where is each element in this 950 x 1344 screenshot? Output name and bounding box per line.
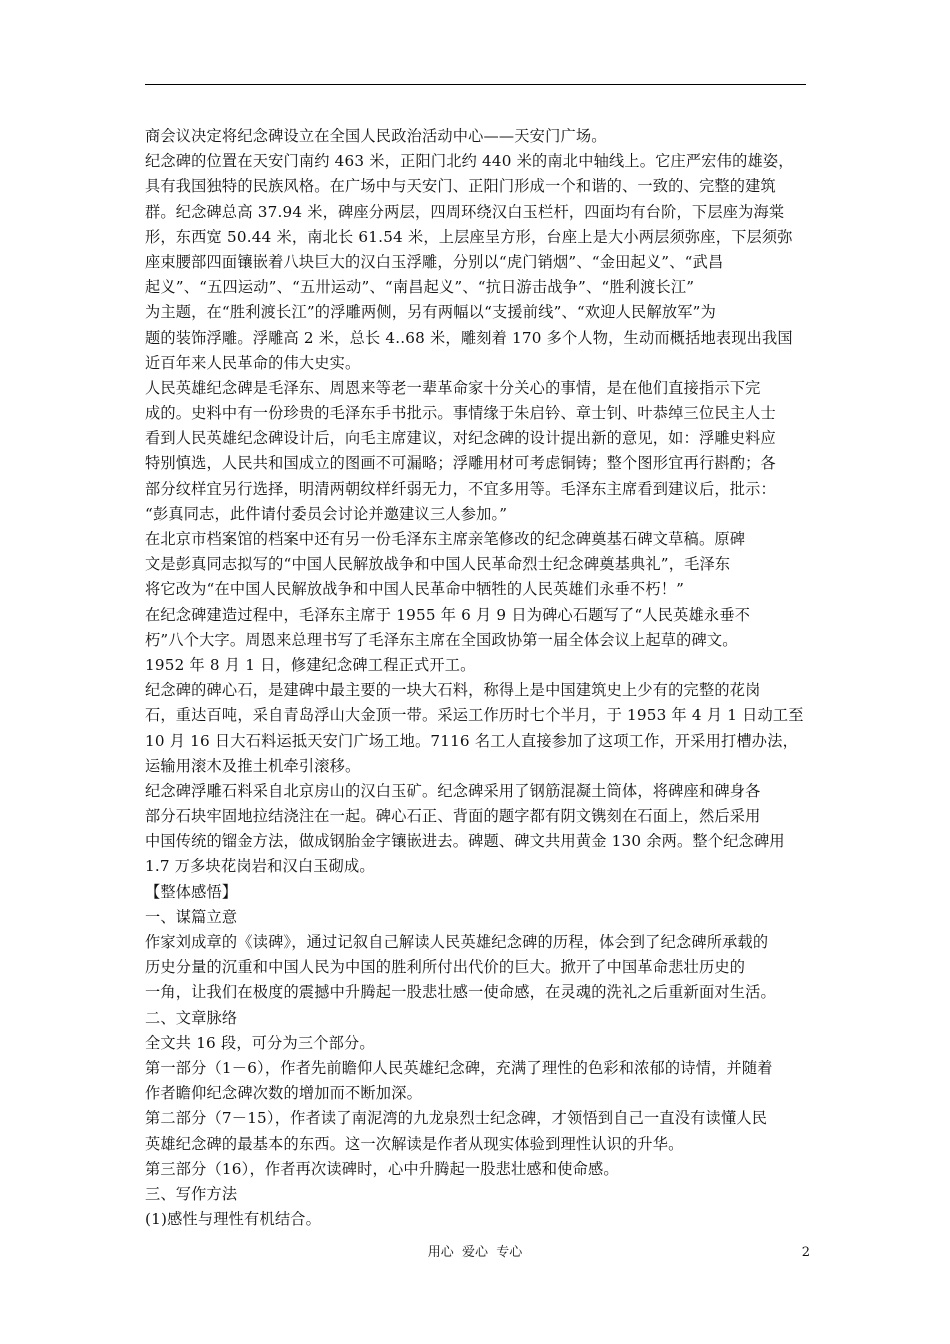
text-line: 部分纹样宜另行选择，明清两朝纹样纤弱无力，不宜多用等。毛泽东主席看到建议后，批示： (145, 479, 776, 498)
text-line: 题的装饰浮雕。浮雕高 2 米，总长 4..68 米，雕刻着 170 多个人物，生动而概括地表现出我国 (145, 328, 793, 347)
text-line: 中国传统的镏金方法，做成钢胎金字镶嵌进去。碑题、碑文共用黄金 130 余两。整个纪念碑用 (145, 832, 785, 851)
text-line: 看到人民英雄纪念碑设计后，向毛主席建议，对纪念碑的设计提出新的意见，如：浮雕史料应 (145, 429, 776, 448)
text-line: 作家刘成章的《读碑》，通过记叙自己解读人民英雄纪念碑的历程，体会到了纪念碑所承载的 (145, 933, 769, 951)
text-line: 文是彭真同志拟写的“中国人民解放战争和中国人民革命烈士纪念碑奠基典礼”，毛泽东 (145, 555, 731, 574)
text-line: 纪念碑浮雕石料采自北京房山的汉白玉矿。纪念碑采用了钢筋混凝土筒体，将碑座和碑身各 (145, 781, 761, 800)
text-line: 朽”八个大字。周恩来总理书写了毛泽东主席在全国政协第一届全体会议上起草的碑文。 (145, 630, 738, 649)
text-line: 纪念碑的碑心石，是建碑中最主要的一块大石料，称得上是中国建筑史上少有的完整的花岗 (145, 681, 761, 700)
text-line: 起义”、“五四运动”、“五卅运动”、“南昌起义”、“抗日游击战争”、“胜利渡长江” (145, 278, 695, 297)
page-number: 2 (801, 1245, 810, 1260)
text-line: 将它改为“在中国人民解放战争和中国人民革命中牺牲的人民英雄们永垂不朽！” (145, 580, 685, 599)
text-line: 成的。史料中有一份珍贵的毛泽东手书批示。事情缘于朱启钤、章士钊、叶恭绰三位民主人士 (145, 404, 776, 423)
text-line: 1952 年 8 月 1 日，修建纪念碑工程正式开工。 (145, 655, 476, 674)
text-line: 具有我国独特的民族风格。在广场中与天安门、正阳门形成一个和谐的、一致的、完整的建筑 (145, 177, 776, 196)
text-line: 纪念碑的位置在天安门南约 463 米，正阳门北约 440 米的南北中轴线上。它庄严宏伟的雄姿， (145, 152, 794, 171)
text-line: 第一部分（1－6），作者先前瞻仰人民英雄纪念碑，充满了理性的色彩和浓郁的诗情，并随着 (145, 1058, 773, 1077)
text-line: 石，重达百吨，采自青岛浮山大金顶一带。采运工作历时七个半月，于 1953 年 4 月 1 日动工至 (145, 706, 804, 725)
text-line: 二、文章脉络 (145, 1008, 238, 1027)
text-line: 全文共 16 段，可分为三个部分。 (145, 1033, 375, 1052)
text-line: 在北京市档案馆的档案中还有另一份毛泽东主席亲笔修改的纪念碑奠基石碑文草稿。原碑 (145, 530, 746, 548)
text-line: 1.7 万多块花岗岩和汉白玉砌成。 (145, 857, 375, 876)
text-line: 运输用滚木及推土机牵引滚移。 (145, 756, 361, 775)
text-line: 一、谋篇立意 (145, 907, 238, 926)
text-line: 【整体感悟】 (145, 882, 238, 901)
footer-slogan: 用心 爱心 专心 (427, 1245, 523, 1260)
text-line: (1)感性与理性有机结合。 (145, 1210, 321, 1229)
text-line: 群。纪念碑总高 37.94 米，碑座分两层，四周环绕汉白玉栏杆，四面均有台阶，下层座为海棠 (145, 202, 785, 221)
text-line: 形，东西宽 50.44 米，南北长 61.54 米，上层座呈方形，台座上是大小两层须弥座，下层须弥 (145, 227, 793, 246)
text-line: 第三部分（16），作者再次读碑时，心中升腾起一股悲壮感和使命感。 (145, 1159, 619, 1178)
header-rule (145, 84, 806, 85)
text-line: 部分石块牢固地拉结浇注在一起。碑心石正、背面的题字都有阴文镌刻在石面上，然后采用 (145, 807, 761, 826)
text-line: 英雄纪念碑的最基本的东西。这一次解读是作者从现实体验到理性认识的升华。 (145, 1134, 684, 1153)
text-line: “彭真同志，此件请付委员会讨论并邀建议三人参加。” (145, 504, 508, 523)
text-line: 近百年来人民革命的伟大史实。 (145, 353, 361, 372)
text-line: 作者瞻仰纪念碑次数的增加而不断加深。 (145, 1084, 422, 1103)
text-line: 第二部分（7－15），作者读了南泥湾的九龙泉烈士纪念碑，才领悟到自己一直没有读懂人民 (145, 1109, 768, 1128)
text-line: 在纪念碑建造过程中，毛泽东主席于 1955 年 6 月 9 日为碑心石题写了“人民英雄永垂不 (145, 605, 751, 624)
text-line: 座束腰部四面镶嵌着八块巨大的汉白玉浮雕，分别以“虎门销烟”、“金田起义”、“武昌 (145, 252, 724, 271)
document-body (145, 124, 810, 1232)
text-line: 一角，让我们在极度的震撼中升腾起一股悲壮感一使命感，在灵魂的洗礼之后重新面对生活。 (145, 983, 776, 1002)
text-line: 人民英雄纪念碑是毛泽东、周恩来等老一辈革命家十分关心的事情，是在他们直接指示下完 (145, 378, 761, 397)
text-line: 商会议决定将纪念碑设立在全国人民政治活动中心——天安门广场。 (145, 127, 607, 145)
text-line: 10 月 16 日大石料运抵天安门广场工地。7116 名工人直接参加了这项工作，开采用打槽办法， (145, 731, 798, 750)
text-line: 三、写作方法 (145, 1184, 238, 1203)
text-line: 历史分量的沉重和中国人民为中国的胜利所付出代价的巨大。掀开了中国革命悲壮历史的 (145, 958, 746, 977)
text-line: 特别慎选，人民共和国成立的图画不可漏略；浮雕用材可考虑铜铸；整个图形宜再行斟酌；各 (145, 454, 776, 473)
text-line: 为主题，在“胜利渡长江”的浮雕两侧，另有两幅以“支援前线”、“欢迎人民解放军”为 (145, 303, 716, 322)
